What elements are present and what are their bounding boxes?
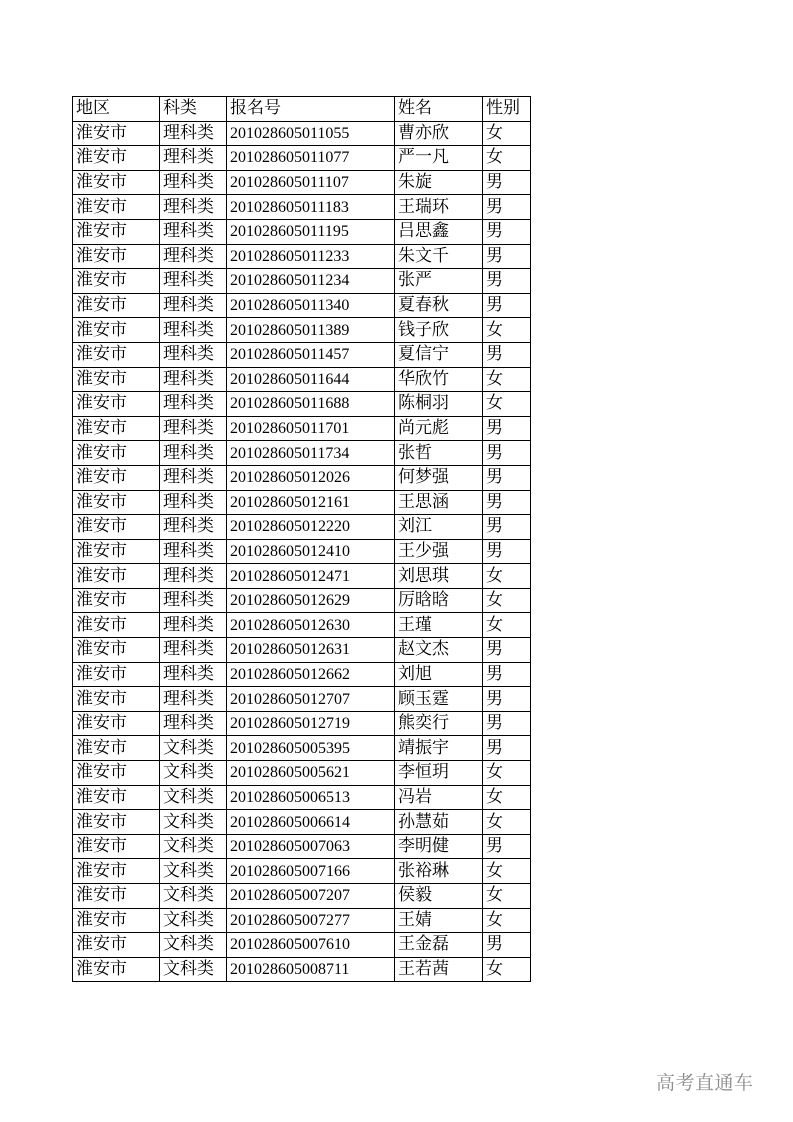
cell-name: 曹亦欣 — [395, 121, 483, 146]
cell-gender: 女 — [483, 785, 531, 810]
cell-reg-no: 201028605007063 — [227, 834, 395, 859]
cell-region: 淮安市 — [73, 490, 160, 515]
cell-name: 靖振宇 — [395, 736, 483, 761]
cell-name: 张哲 — [395, 441, 483, 466]
cell-reg-no: 201028605011234 — [227, 269, 395, 294]
header-gender: 性别 — [483, 97, 531, 122]
cell-gender: 女 — [483, 613, 531, 638]
cell-gender: 女 — [483, 146, 531, 171]
cell-subject: 理科类 — [160, 539, 227, 564]
cell-subject: 文科类 — [160, 859, 227, 884]
cell-reg-no: 201028605007610 — [227, 933, 395, 958]
cell-region: 淮安市 — [73, 219, 160, 244]
cell-name: 吕思鑫 — [395, 219, 483, 244]
cell-subject: 文科类 — [160, 908, 227, 933]
cell-region: 淮安市 — [73, 711, 160, 736]
cell-reg-no: 201028605006614 — [227, 810, 395, 835]
table-body — [73, 121, 531, 982]
cell-name: 冯岩 — [395, 785, 483, 810]
cell-name: 顾玉霆 — [395, 687, 483, 712]
table-row — [73, 884, 531, 909]
cell-name: 王金磊 — [395, 933, 483, 958]
cell-subject: 理科类 — [160, 121, 227, 146]
cell-gender: 女 — [483, 121, 531, 146]
cell-region: 淮安市 — [73, 810, 160, 835]
table-row — [73, 810, 531, 835]
cell-subject: 理科类 — [160, 367, 227, 392]
cell-gender: 女 — [483, 318, 531, 343]
table-row — [73, 318, 531, 343]
table-row — [73, 293, 531, 318]
table-row — [73, 638, 531, 663]
table-row — [73, 219, 531, 244]
table-row — [73, 392, 531, 417]
admission-roster-table — [72, 96, 531, 982]
cell-region: 淮安市 — [73, 170, 160, 195]
cell-reg-no: 201028605008711 — [227, 957, 395, 982]
cell-region: 淮安市 — [73, 957, 160, 982]
cell-region: 淮安市 — [73, 761, 160, 786]
cell-subject: 理科类 — [160, 465, 227, 490]
cell-reg-no: 201028605012631 — [227, 638, 395, 663]
cell-gender: 男 — [483, 195, 531, 220]
cell-subject: 文科类 — [160, 884, 227, 909]
cell-name: 朱旋 — [395, 170, 483, 195]
cell-gender: 男 — [483, 441, 531, 466]
table-row — [73, 785, 531, 810]
cell-subject: 文科类 — [160, 785, 227, 810]
cell-reg-no: 201028605011183 — [227, 195, 395, 220]
cell-region: 淮安市 — [73, 539, 160, 564]
cell-region: 淮安市 — [73, 465, 160, 490]
cell-name: 王思涵 — [395, 490, 483, 515]
cell-region: 淮安市 — [73, 613, 160, 638]
table-row — [73, 416, 531, 441]
cell-subject: 理科类 — [160, 244, 227, 269]
cell-subject: 理科类 — [160, 638, 227, 663]
cell-reg-no: 201028605011107 — [227, 170, 395, 195]
cell-region: 淮安市 — [73, 392, 160, 417]
table-row — [73, 908, 531, 933]
cell-name: 华欣竹 — [395, 367, 483, 392]
cell-subject: 理科类 — [160, 170, 227, 195]
cell-reg-no: 201028605011055 — [227, 121, 395, 146]
cell-gender: 男 — [483, 834, 531, 859]
header-name: 姓名 — [395, 97, 483, 122]
table-row — [73, 687, 531, 712]
cell-subject: 文科类 — [160, 957, 227, 982]
cell-subject: 文科类 — [160, 736, 227, 761]
cell-subject: 理科类 — [160, 490, 227, 515]
cell-reg-no: 201028605011457 — [227, 342, 395, 367]
cell-region: 淮安市 — [73, 834, 160, 859]
cell-subject: 理科类 — [160, 711, 227, 736]
cell-subject: 理科类 — [160, 318, 227, 343]
cell-region: 淮安市 — [73, 416, 160, 441]
table-row — [73, 269, 531, 294]
cell-gender: 男 — [483, 170, 531, 195]
cell-subject: 理科类 — [160, 269, 227, 294]
cell-gender: 男 — [483, 539, 531, 564]
table-row — [73, 564, 531, 589]
cell-gender: 女 — [483, 588, 531, 613]
table-row — [73, 736, 531, 761]
cell-region: 淮安市 — [73, 588, 160, 613]
cell-name: 夏春秋 — [395, 293, 483, 318]
cell-name: 尚元彪 — [395, 416, 483, 441]
cell-name: 厉晗晗 — [395, 588, 483, 613]
cell-gender: 女 — [483, 564, 531, 589]
cell-reg-no: 201028605011644 — [227, 367, 395, 392]
cell-reg-no: 201028605012471 — [227, 564, 395, 589]
cell-reg-no: 201028605011688 — [227, 392, 395, 417]
cell-subject: 理科类 — [160, 293, 227, 318]
cell-name: 李明健 — [395, 834, 483, 859]
cell-subject: 理科类 — [160, 416, 227, 441]
cell-reg-no: 201028605012630 — [227, 613, 395, 638]
cell-reg-no: 201028605007207 — [227, 884, 395, 909]
cell-gender: 男 — [483, 638, 531, 663]
table-row — [73, 859, 531, 884]
cell-name: 王婧 — [395, 908, 483, 933]
cell-gender: 女 — [483, 761, 531, 786]
cell-region: 淮安市 — [73, 908, 160, 933]
cell-region: 淮安市 — [73, 318, 160, 343]
cell-name: 朱文千 — [395, 244, 483, 269]
table-row — [73, 834, 531, 859]
cell-gender: 男 — [483, 662, 531, 687]
cell-name: 何梦强 — [395, 465, 483, 490]
header-row — [73, 97, 531, 122]
table-row — [73, 933, 531, 958]
cell-reg-no: 201028605012629 — [227, 588, 395, 613]
cell-region: 淮安市 — [73, 785, 160, 810]
cell-gender: 男 — [483, 269, 531, 294]
table-row — [73, 711, 531, 736]
table-row — [73, 490, 531, 515]
table-row — [73, 441, 531, 466]
cell-gender: 女 — [483, 908, 531, 933]
cell-region: 淮安市 — [73, 884, 160, 909]
cell-name: 钱子欣 — [395, 318, 483, 343]
cell-gender: 女 — [483, 859, 531, 884]
cell-name: 陈桐羽 — [395, 392, 483, 417]
cell-gender: 男 — [483, 711, 531, 736]
cell-subject: 理科类 — [160, 515, 227, 540]
cell-region: 淮安市 — [73, 859, 160, 884]
cell-name: 夏信宁 — [395, 342, 483, 367]
table-row — [73, 957, 531, 982]
cell-subject: 理科类 — [160, 588, 227, 613]
cell-name: 王少强 — [395, 539, 483, 564]
cell-gender: 女 — [483, 810, 531, 835]
cell-name: 王若茜 — [395, 957, 483, 982]
cell-name: 刘江 — [395, 515, 483, 540]
cell-subject: 理科类 — [160, 342, 227, 367]
table-row — [73, 662, 531, 687]
cell-gender: 男 — [483, 515, 531, 540]
cell-region: 淮安市 — [73, 293, 160, 318]
cell-gender: 男 — [483, 219, 531, 244]
cell-region: 淮安市 — [73, 269, 160, 294]
cell-region: 淮安市 — [73, 638, 160, 663]
cell-name: 王瑾 — [395, 613, 483, 638]
cell-subject: 理科类 — [160, 613, 227, 638]
cell-reg-no: 201028605011077 — [227, 146, 395, 171]
cell-gender: 女 — [483, 367, 531, 392]
cell-gender: 男 — [483, 736, 531, 761]
cell-reg-no: 201028605012410 — [227, 539, 395, 564]
cell-name: 张严 — [395, 269, 483, 294]
cell-reg-no: 201028605012220 — [227, 515, 395, 540]
table-row — [73, 613, 531, 638]
cell-name: 严一凡 — [395, 146, 483, 171]
cell-gender: 男 — [483, 342, 531, 367]
cell-reg-no: 201028605011701 — [227, 416, 395, 441]
cell-region: 淮安市 — [73, 342, 160, 367]
cell-reg-no: 201028605006513 — [227, 785, 395, 810]
cell-name: 李恒玥 — [395, 761, 483, 786]
cell-reg-no: 201028605012026 — [227, 465, 395, 490]
header-subject: 科类 — [160, 97, 227, 122]
cell-gender: 男 — [483, 293, 531, 318]
cell-region: 淮安市 — [73, 662, 160, 687]
cell-subject: 理科类 — [160, 687, 227, 712]
cell-reg-no: 201028605011340 — [227, 293, 395, 318]
cell-gender: 男 — [483, 416, 531, 441]
table-row — [73, 588, 531, 613]
cell-gender: 男 — [483, 244, 531, 269]
cell-name: 王瑞环 — [395, 195, 483, 220]
cell-reg-no: 201028605005621 — [227, 761, 395, 786]
cell-reg-no: 201028605012719 — [227, 711, 395, 736]
cell-gender: 女 — [483, 884, 531, 909]
cell-region: 淮安市 — [73, 441, 160, 466]
cell-subject: 理科类 — [160, 146, 227, 171]
cell-reg-no: 201028605012707 — [227, 687, 395, 712]
cell-subject: 文科类 — [160, 810, 227, 835]
cell-gender: 女 — [483, 392, 531, 417]
cell-subject: 理科类 — [160, 219, 227, 244]
cell-reg-no: 201028605011233 — [227, 244, 395, 269]
cell-name: 孙慧茹 — [395, 810, 483, 835]
cell-region: 淮安市 — [73, 195, 160, 220]
header-reg-no: 报名号 — [227, 97, 395, 122]
cell-gender: 男 — [483, 490, 531, 515]
cell-region: 淮安市 — [73, 367, 160, 392]
cell-name: 张裕琳 — [395, 859, 483, 884]
table-row — [73, 244, 531, 269]
cell-subject: 理科类 — [160, 564, 227, 589]
cell-gender: 男 — [483, 933, 531, 958]
cell-region: 淮安市 — [73, 933, 160, 958]
cell-gender: 男 — [483, 687, 531, 712]
cell-subject: 文科类 — [160, 834, 227, 859]
cell-subject: 理科类 — [160, 392, 227, 417]
cell-reg-no: 201028605012161 — [227, 490, 395, 515]
table-row — [73, 170, 531, 195]
watermark-logo-text: 高考直通车 — [656, 1072, 754, 1094]
cell-name: 刘旭 — [395, 662, 483, 687]
table-row — [73, 146, 531, 171]
table-row — [73, 761, 531, 786]
cell-region: 淮安市 — [73, 687, 160, 712]
cell-subject: 理科类 — [160, 195, 227, 220]
cell-name: 熊奕行 — [395, 711, 483, 736]
cell-subject: 文科类 — [160, 761, 227, 786]
cell-reg-no: 201028605011389 — [227, 318, 395, 343]
table-header — [73, 97, 531, 122]
table-row — [73, 539, 531, 564]
table-row — [73, 195, 531, 220]
cell-region: 淮安市 — [73, 564, 160, 589]
header-region: 地区 — [73, 97, 160, 122]
table-row — [73, 121, 531, 146]
table-row — [73, 367, 531, 392]
cell-region: 淮安市 — [73, 146, 160, 171]
table-row — [73, 342, 531, 367]
cell-gender: 男 — [483, 465, 531, 490]
cell-subject: 文科类 — [160, 933, 227, 958]
cell-reg-no: 201028605005395 — [227, 736, 395, 761]
cell-name: 赵文杰 — [395, 638, 483, 663]
table-row — [73, 465, 531, 490]
cell-reg-no: 201028605007277 — [227, 908, 395, 933]
cell-reg-no: 201028605007166 — [227, 859, 395, 884]
cell-name: 刘思琪 — [395, 564, 483, 589]
cell-reg-no: 201028605012662 — [227, 662, 395, 687]
cell-region: 淮安市 — [73, 515, 160, 540]
cell-reg-no: 201028605011734 — [227, 441, 395, 466]
cell-region: 淮安市 — [73, 736, 160, 761]
cell-subject: 理科类 — [160, 441, 227, 466]
cell-name: 侯毅 — [395, 884, 483, 909]
cell-subject: 理科类 — [160, 662, 227, 687]
table-row — [73, 515, 531, 540]
cell-gender: 女 — [483, 957, 531, 982]
cell-region: 淮安市 — [73, 244, 160, 269]
cell-reg-no: 201028605011195 — [227, 219, 395, 244]
cell-region: 淮安市 — [73, 121, 160, 146]
